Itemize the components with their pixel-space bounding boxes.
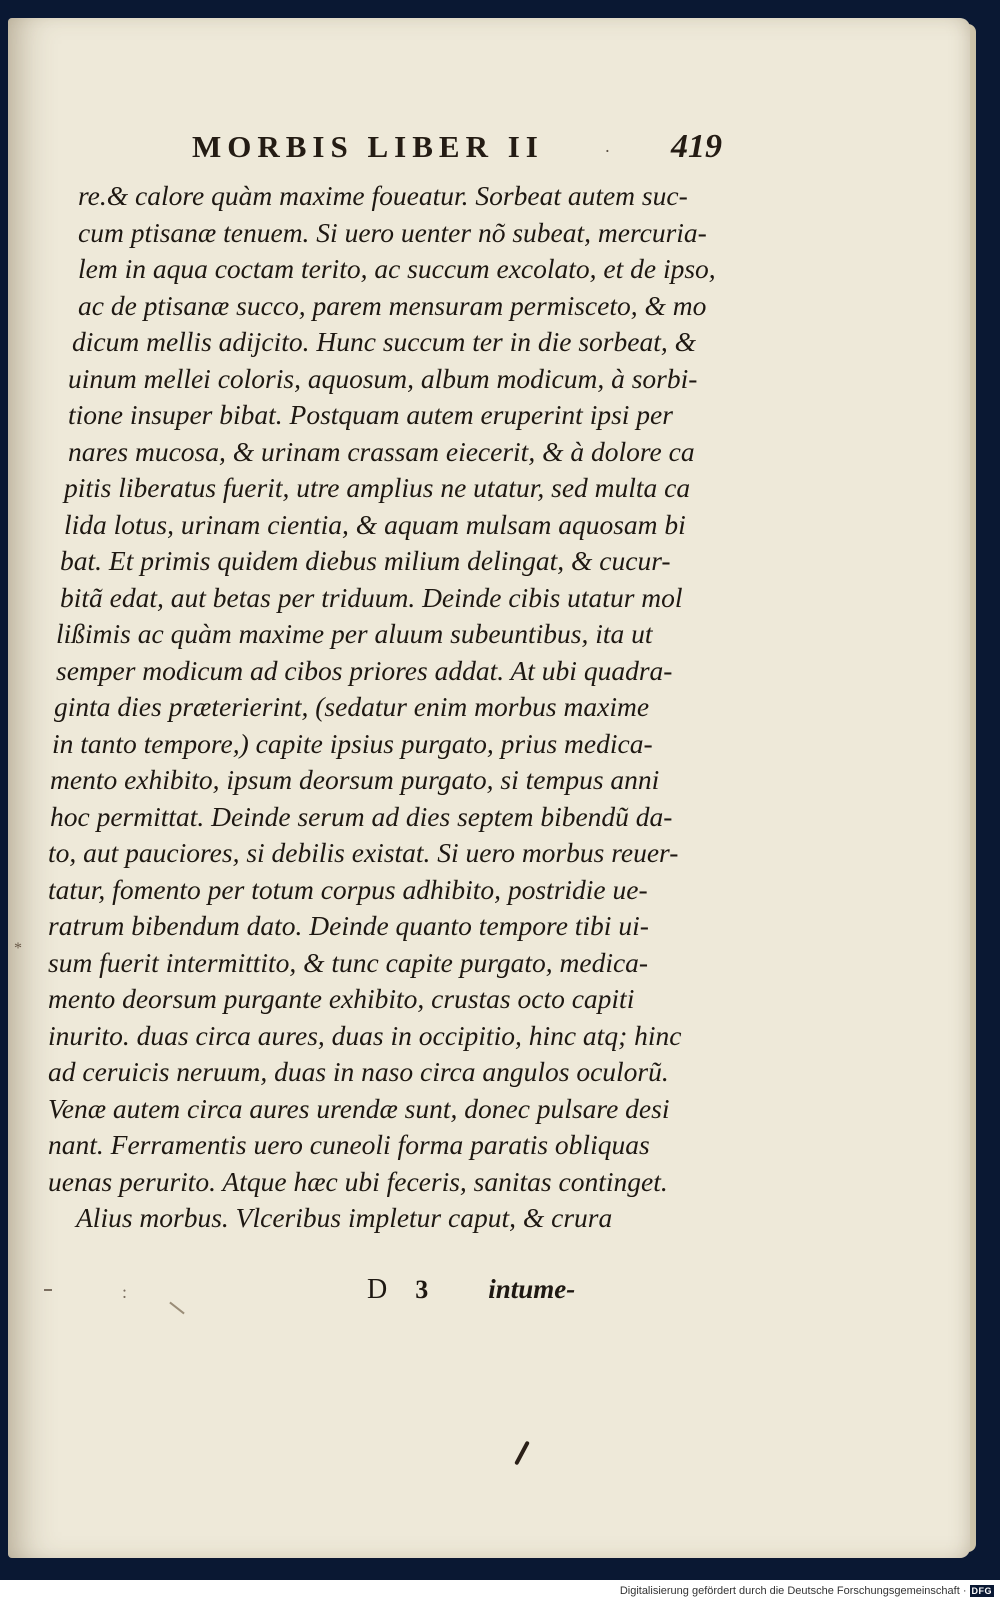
text-line: inurito. duas circa aures, duas in occipitio, hinc atq; hinc (48, 1019, 682, 1051)
signature-letter: D (367, 1274, 388, 1305)
text-line: ac de ptisanæ succo, parem mensuram permisceto, & mo (78, 289, 707, 321)
text-line: bat. Et primis quidem diebus milium delingat, & cucur- (60, 545, 671, 576)
text-line: mento exhibito, ipsum deorsum purgato, si tempus anni (50, 764, 660, 795)
signature-line (44, 1274, 684, 1306)
margin-dash (44, 1289, 52, 1291)
margin-colon: : (122, 1282, 128, 1302)
catchword: intume- (488, 1274, 576, 1304)
text-line: ad ceruicis neruum, duas in naso circa angulos oculorũ. (48, 1056, 669, 1087)
text-line: hoc permittat. Deinde serum ad dies septem bibendũ da- (50, 800, 673, 832)
text-line: nant. Ferramentis uero cuneoli forma paratis obliquas (48, 1129, 650, 1160)
text-line: lem in aqua coctam terito, ac succum excolato, et de ipso, (78, 253, 716, 284)
text-line: pitis liberatus fuerit, utre amplius ne utatur, sed multa ca (64, 472, 691, 503)
footer-credit: Digitalisierung gefördert durch die Deutsche Forschungsgemeinschaft · (619, 1585, 967, 1597)
dfg-logo: DFG (971, 1586, 992, 1596)
text-line: re.& calore quàm maxime foueatur. Sorbeat autem suc- (78, 180, 688, 211)
body-text (48, 178, 716, 1237)
text-line: uinum mellei coloris, aquosum, album modicum, à sorbi- (68, 362, 698, 394)
text-line: to, aut pauciores, si debilis existat. Si uero morbus reuer- (48, 837, 679, 868)
running-head-mark: · (604, 141, 611, 161)
text-line: bitã edat, aut betas per triduum. Deinde cibis utatur mol (60, 581, 683, 613)
signature-number: 3 (415, 1275, 429, 1304)
text-line: cum ptisanæ tenuem. Si uero uenter nõ subeat, mercuria- (78, 216, 707, 248)
text-line: mento deorsum purgante exhibito, crustas octo capiti (48, 983, 635, 1014)
running-head-title: MORBIS LIBER II (192, 129, 544, 164)
text-line: semper modicum ad cibos priores addat. At ubi quadra- (56, 654, 673, 686)
text-line: ginta dies præterierint, (sedatur enim morbus maxime (54, 691, 650, 722)
text-line: uenas perurito. Atque hæc ubi feceris, sanitas continget. (48, 1165, 668, 1197)
text-line: in tanto tempore,) capite ipsius purgato, prius medica- (52, 727, 653, 759)
text-line: lißimis ac quàm maxime per aluum subeuntibus, ita ut (56, 618, 653, 649)
text-line: Venæ autem circa aures urendæ sunt, donec pulsare desi (48, 1092, 670, 1124)
text-line: dicum mellis adijcito. Hunc succum ter in die sorbeat, & (72, 326, 697, 357)
page-number: 419 (670, 128, 722, 165)
text-line: tione insuper bibat. Postquam autem eruperint ipsi per (68, 399, 673, 430)
text-line: ratrum bibendum dato. Deinde quanto tempore tibi ui- (48, 910, 649, 941)
footer-bar (0, 1580, 1000, 1602)
margin-mark: * (14, 940, 22, 957)
text-line: sum fuerit intermittito, & tunc capite purgato, medica- (48, 946, 649, 978)
text-line: nares mucosa, & urinam crassam eiecerit, & à dolore ca (68, 435, 695, 467)
text-line: lida lotus, urinam cientia, & aquam mulsam aquosam bi (64, 508, 686, 540)
text-line: tatur, fomento per totum corpus adhibito, postridie ue- (48, 873, 648, 905)
running-head (192, 128, 722, 166)
text-line: Alius morbus. Vlceribus impletur caput, & crura (76, 1202, 613, 1233)
